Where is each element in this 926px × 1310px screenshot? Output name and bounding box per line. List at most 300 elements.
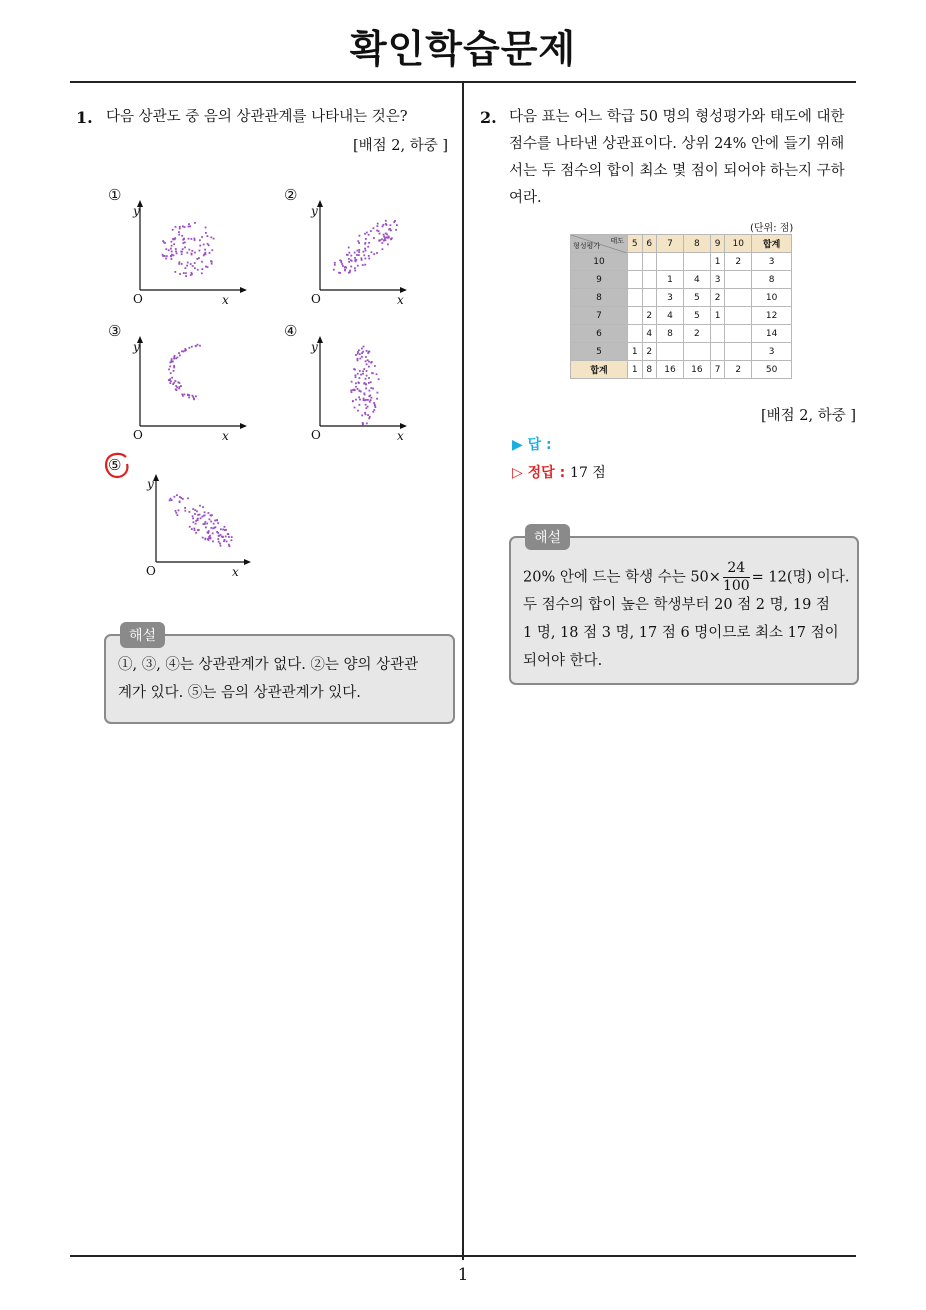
scatter-dot [390, 230, 392, 232]
scatter-dot [360, 374, 362, 376]
scatter-dot [199, 245, 201, 247]
scatter-dot [207, 235, 209, 237]
bottom-rule [70, 1255, 856, 1257]
scatter-dot [362, 370, 364, 372]
choice-4-label[interactable]: ④ [284, 322, 298, 340]
table-col-header: 7 [657, 235, 684, 253]
scatter-dot [349, 270, 351, 272]
scatter-dot [204, 521, 206, 523]
scatter-dot [346, 254, 348, 256]
table-row [571, 271, 792, 289]
scatter-dot [365, 238, 367, 240]
origin-label: O [146, 564, 156, 578]
scatter-dot [365, 360, 367, 362]
scatter-dot [183, 238, 185, 240]
table-cell: 16 [657, 361, 684, 379]
scatter-dot [189, 526, 191, 528]
scatter-dot [385, 223, 387, 225]
table-cell: 1 [657, 271, 684, 289]
scatter-dot [173, 243, 175, 245]
table-row [571, 325, 792, 343]
table-col-header: 10 [725, 235, 752, 253]
scatter-dot [381, 242, 383, 244]
scatter-dot [225, 536, 227, 538]
scatter-dot [368, 234, 370, 236]
scatter-dot [387, 244, 389, 246]
scatter-dot [169, 382, 171, 384]
x-axis-label: x [222, 293, 229, 307]
scatter-dot [185, 349, 187, 351]
q2-solution-box [509, 530, 859, 685]
scatter-dot [218, 541, 220, 543]
scatter-dot [188, 397, 190, 399]
scatter-dot [373, 227, 375, 229]
table-unit: (단위: 점) [750, 223, 794, 234]
scatter-dot [204, 252, 206, 254]
scatter-dot [170, 372, 172, 374]
scatter-dot [162, 254, 164, 256]
table-cell: 2 [725, 253, 752, 271]
scatter-dot [181, 263, 183, 265]
table-cell: 8 [657, 325, 684, 343]
scatter-dot [201, 272, 203, 274]
scatter-dot [199, 239, 201, 241]
scatter-dot [373, 409, 375, 411]
scatter-dot [194, 509, 196, 511]
scatter-dot [174, 238, 176, 240]
scatter-dot [217, 522, 219, 524]
scatter-dot [359, 377, 361, 379]
table-cell [628, 307, 643, 325]
scatter-plot-4 [308, 336, 408, 446]
table-cell: 3 [752, 343, 792, 361]
x-axis-label: x [222, 429, 229, 443]
scatter-dot [369, 416, 371, 418]
scatter-dot [203, 244, 205, 246]
table-col-header: 8 [683, 235, 710, 253]
scatter-dot [340, 260, 342, 262]
scatter-dot [193, 398, 195, 400]
scatter-dot [169, 366, 171, 368]
scatter-dot [197, 518, 199, 520]
table-cell: 7 [710, 361, 725, 379]
table-cell [642, 271, 657, 289]
scatter-dot [342, 265, 344, 267]
table-row-header: 7 [571, 307, 628, 325]
scatter-dot [231, 539, 233, 541]
scatter-dot [204, 511, 206, 513]
scatter-dot [218, 535, 220, 537]
scatter-dot [219, 543, 221, 545]
y-axis-label: y [147, 477, 154, 491]
scatter-dot [173, 365, 175, 367]
scatter-dot [175, 510, 177, 512]
scatter-dot [175, 512, 177, 514]
scatter-dot [358, 382, 360, 384]
scatter-dot [195, 520, 197, 522]
scatter-dot [361, 352, 363, 354]
table-cell: 8 [752, 271, 792, 289]
scatter-dot [213, 523, 215, 525]
scatter-dot [358, 254, 360, 256]
scatter-dot [197, 529, 199, 531]
scatter-dot [197, 514, 199, 516]
table-cell: 4 [642, 325, 657, 343]
table-cell [725, 307, 752, 325]
scatter-dot [178, 388, 180, 390]
scatter-dot [388, 236, 390, 238]
table-cell: 16 [683, 361, 710, 379]
scatter-dot [222, 529, 224, 531]
scatter-dot [211, 514, 213, 516]
scatter-dot [361, 257, 363, 259]
table-cell: 4 [683, 271, 710, 289]
scatter-dot [184, 226, 186, 228]
page-number: 1 [457, 1265, 469, 1285]
scatter-dot [364, 248, 366, 250]
scatter-dot [373, 237, 375, 239]
scatter-dot [359, 353, 361, 355]
scatter-dot [165, 258, 167, 260]
scatter-dot [184, 394, 186, 396]
q1-solution-line-2: 계가 있다. ⑤는 음의 상관관계가 있다. [118, 685, 361, 701]
scatter-dot [179, 228, 181, 230]
scatter-dot [363, 346, 365, 348]
scatter-dot [168, 249, 170, 251]
scatter-dot [208, 539, 210, 541]
scatter-dot [178, 509, 180, 511]
table-cell: 3 [710, 271, 725, 289]
scatter-dot [363, 254, 365, 256]
scatter-dot [211, 263, 213, 265]
scatter-dot [361, 348, 363, 350]
scatter-dot [348, 258, 350, 260]
table-cell [683, 343, 710, 361]
scatter-dot [377, 225, 379, 227]
solution-text: = 12(명) 이다. [751, 569, 850, 586]
table-cell [725, 289, 752, 307]
table-cell [710, 343, 725, 361]
scatter-dot [359, 370, 361, 372]
scatter-dot [208, 512, 210, 514]
table-cell: 1 [628, 343, 643, 361]
scatter-dot [357, 351, 359, 353]
scatter-dot [355, 399, 357, 401]
scatter-dot [357, 240, 359, 242]
solution-tag: 해설 [120, 622, 165, 648]
scatter-dot [173, 367, 175, 369]
scatter-dot [355, 261, 357, 263]
y-axis-label: y [311, 204, 318, 218]
choice-3-label[interactable]: ③ [108, 322, 122, 340]
table-cell [642, 253, 657, 271]
table-row-header: 10 [571, 253, 628, 271]
origin-label: O [133, 428, 143, 442]
table-cell [628, 325, 643, 343]
scatter-dot [355, 386, 357, 388]
scatter-dot [175, 358, 177, 360]
scatter-dot [174, 271, 176, 273]
q1-solution-box [104, 628, 455, 724]
scatter-dot [228, 536, 230, 538]
scatter-dot [358, 249, 360, 251]
scatter-dot [183, 272, 185, 274]
scatter-dot [171, 258, 173, 260]
scatter-dot [365, 250, 367, 252]
selected-answer-mark [102, 451, 132, 481]
scatter-dot [378, 378, 380, 380]
scatter-dot [214, 520, 216, 522]
scatter-dot [224, 526, 226, 528]
scatter-dot [357, 410, 359, 412]
scatter-dot [205, 266, 207, 268]
scatter-dot [215, 526, 217, 528]
scatter-dot [185, 272, 187, 274]
scatter-dot [169, 500, 171, 502]
scatter-dot [203, 523, 205, 525]
scatter-dot [162, 240, 164, 242]
scatter-dot [175, 385, 177, 387]
scatter-dot [173, 254, 175, 256]
scatter-dot [367, 246, 369, 248]
scatter-plot-3 [128, 336, 248, 446]
scatter-dot [178, 263, 180, 265]
scatter-dot [354, 369, 356, 371]
scatter-dot [355, 382, 357, 384]
scatter-dot [220, 545, 222, 547]
choice-2-label[interactable]: ② [284, 186, 298, 204]
scatter-dot [182, 242, 184, 244]
scatter-dot [367, 352, 369, 354]
scatter-dot [212, 541, 214, 543]
scatter-dot [216, 531, 218, 533]
scatter-dot [381, 238, 383, 240]
scatter-dot [185, 267, 187, 269]
scatter-dot [366, 375, 368, 377]
scatter-dot [379, 233, 381, 235]
scatter-dot [207, 243, 209, 245]
scatter-dot [377, 223, 379, 225]
scatter-dot [368, 377, 370, 379]
scatter-dot [176, 253, 178, 255]
table-cell [725, 325, 752, 343]
scatter-dot [348, 252, 350, 254]
scatter-dot [227, 533, 229, 535]
y-axis-label: y [133, 340, 140, 354]
scatter-dot [209, 252, 211, 254]
scatter-dot [220, 528, 222, 530]
scatter-dot [170, 380, 172, 382]
scatter-dot [351, 391, 353, 393]
choice-1-label[interactable]: ① [108, 186, 122, 204]
y-axis-label: y [311, 340, 318, 354]
scatter-plot-5 [144, 474, 254, 574]
q1-solution-line-1: ①, ③, ④는 상관관계가 없다. ②는 양의 상관관 [118, 657, 419, 673]
scatter-dot [168, 369, 170, 371]
scatter-dot [376, 398, 378, 400]
scatter-dot [186, 252, 188, 254]
table-row [571, 289, 792, 307]
table-row-header: 9 [571, 271, 628, 289]
table-cell [628, 253, 643, 271]
choice-5-label[interactable]: ⑤ [108, 456, 122, 474]
scatter-dot [371, 251, 373, 253]
scatter-dot [362, 373, 364, 375]
scatter-dot [179, 226, 181, 228]
scatter-dot [201, 236, 203, 238]
scatter-dot [376, 230, 378, 232]
q2-text-line-4: 여라. [509, 190, 542, 206]
scatter-dot [203, 515, 205, 517]
scatter-dot [206, 523, 208, 525]
scatter-dot [175, 388, 177, 390]
table-cell [657, 343, 684, 361]
scatter-dot [184, 510, 186, 512]
scatter-dot [350, 266, 352, 268]
table-cell: 8 [642, 361, 657, 379]
scatter-dot [195, 532, 197, 534]
scatter-dot [354, 252, 356, 254]
scatter-dot [367, 414, 369, 416]
scatter-dot [354, 267, 356, 269]
scatter-dot [366, 363, 368, 365]
scatter-dot [365, 404, 367, 406]
scatter-dot [199, 345, 201, 347]
scatter-dot [178, 352, 180, 354]
table-cell: 2 [710, 289, 725, 307]
table-row [571, 307, 792, 325]
scatter-dot [362, 423, 364, 425]
scatter-dot [220, 534, 222, 536]
scatter-dot [187, 262, 189, 264]
scatter-dot [358, 349, 360, 351]
scatter-dot [197, 269, 199, 271]
scatter-dot [379, 240, 381, 242]
scatter-dot [184, 507, 186, 509]
table-row [571, 253, 792, 271]
scatter-dot [201, 516, 203, 518]
q1-number: 1. [76, 108, 93, 127]
scatter-dot [213, 238, 215, 240]
scatter-dot [192, 395, 194, 397]
column-divider [462, 82, 464, 1260]
scatter-dot [188, 394, 190, 396]
table-col-header: 5 [628, 235, 643, 253]
correct-label: ▷ 정답 : [512, 465, 566, 481]
scatter-dot [333, 269, 335, 271]
scatter-dot [370, 381, 372, 383]
scatter-dot [354, 407, 356, 409]
scatter-dot [188, 226, 190, 228]
scatter-dot [202, 268, 204, 270]
scatter-dot [364, 399, 366, 401]
scatter-dot [382, 248, 384, 250]
scatter-dot [194, 222, 196, 224]
scatter-dot [366, 370, 368, 372]
scatter-dot [188, 249, 190, 251]
scatter-dot [228, 544, 230, 546]
scatter-dot [368, 361, 370, 363]
scatter-dot [171, 358, 173, 360]
scatter-dot [375, 406, 377, 408]
scatter-dot [207, 266, 209, 268]
table-col-header: 6 [642, 235, 657, 253]
scatter-dot [357, 388, 359, 390]
q2-text-line-1: 다음 표는 어느 학급 50 명의 형성평가와 태도에 대한 [509, 109, 845, 125]
scatter-dot [364, 264, 366, 266]
scatter-dot [178, 234, 180, 236]
scatter-dot [224, 529, 226, 531]
scatter-dot [179, 501, 181, 503]
scatter-dot [180, 497, 182, 499]
scatter-dot [368, 382, 370, 384]
scatter-dot [365, 407, 367, 409]
scatter-dot [393, 221, 395, 223]
scatter-dot [209, 535, 211, 537]
scatter-dot [363, 393, 365, 395]
scatter-plot-1 [128, 200, 248, 310]
table-col-header: 합계 [752, 235, 792, 253]
table-row-header: 5 [571, 343, 628, 361]
scatter-dot [362, 264, 364, 266]
scatter-dot [353, 389, 355, 391]
scatter-dot [211, 527, 213, 529]
table-cell: 5 [683, 307, 710, 325]
scatter-dot [170, 256, 172, 258]
table-cell [725, 271, 752, 289]
scatter-dot [356, 254, 358, 256]
scatter-dot [192, 515, 194, 517]
table-cell: 14 [752, 325, 792, 343]
scatter-dot [361, 415, 363, 417]
scatter-dot [173, 382, 175, 384]
fraction-numerator: 24 [723, 560, 750, 578]
scatter-dot [358, 251, 360, 253]
scatter-dot [372, 411, 374, 413]
scatter-dot [385, 220, 387, 222]
scatter-dot [369, 401, 371, 403]
scatter-dot [334, 264, 336, 266]
scatter-dot [191, 250, 193, 252]
scatter-dot [361, 259, 363, 261]
table-cell: 4 [657, 307, 684, 325]
table-cell [710, 325, 725, 343]
scatter-dot [357, 353, 359, 355]
scatter-dot [205, 527, 207, 529]
page-title: 확인학습문제 [349, 27, 577, 71]
scatter-dot [194, 252, 196, 254]
correlation-table [570, 234, 792, 379]
table-cell: 1 [628, 361, 643, 379]
scatter-dot [184, 247, 186, 249]
scatter-dot [352, 401, 354, 403]
scatter-dot [176, 494, 178, 496]
scatter-dot [191, 272, 193, 274]
scatter-dot [359, 235, 361, 237]
scatter-dot [365, 388, 367, 390]
scatter-dot [209, 537, 211, 539]
scatter-dot [173, 370, 175, 372]
scatter-plot-2 [308, 200, 408, 310]
scatter-dot [222, 536, 224, 538]
scatter-dot [171, 251, 173, 253]
scatter-dot [355, 376, 357, 378]
scatter-dot [374, 405, 376, 407]
scatter-dot [186, 265, 188, 267]
scatter-dot [373, 253, 375, 255]
scatter-dot [171, 360, 173, 362]
scatter-dot [358, 242, 360, 244]
